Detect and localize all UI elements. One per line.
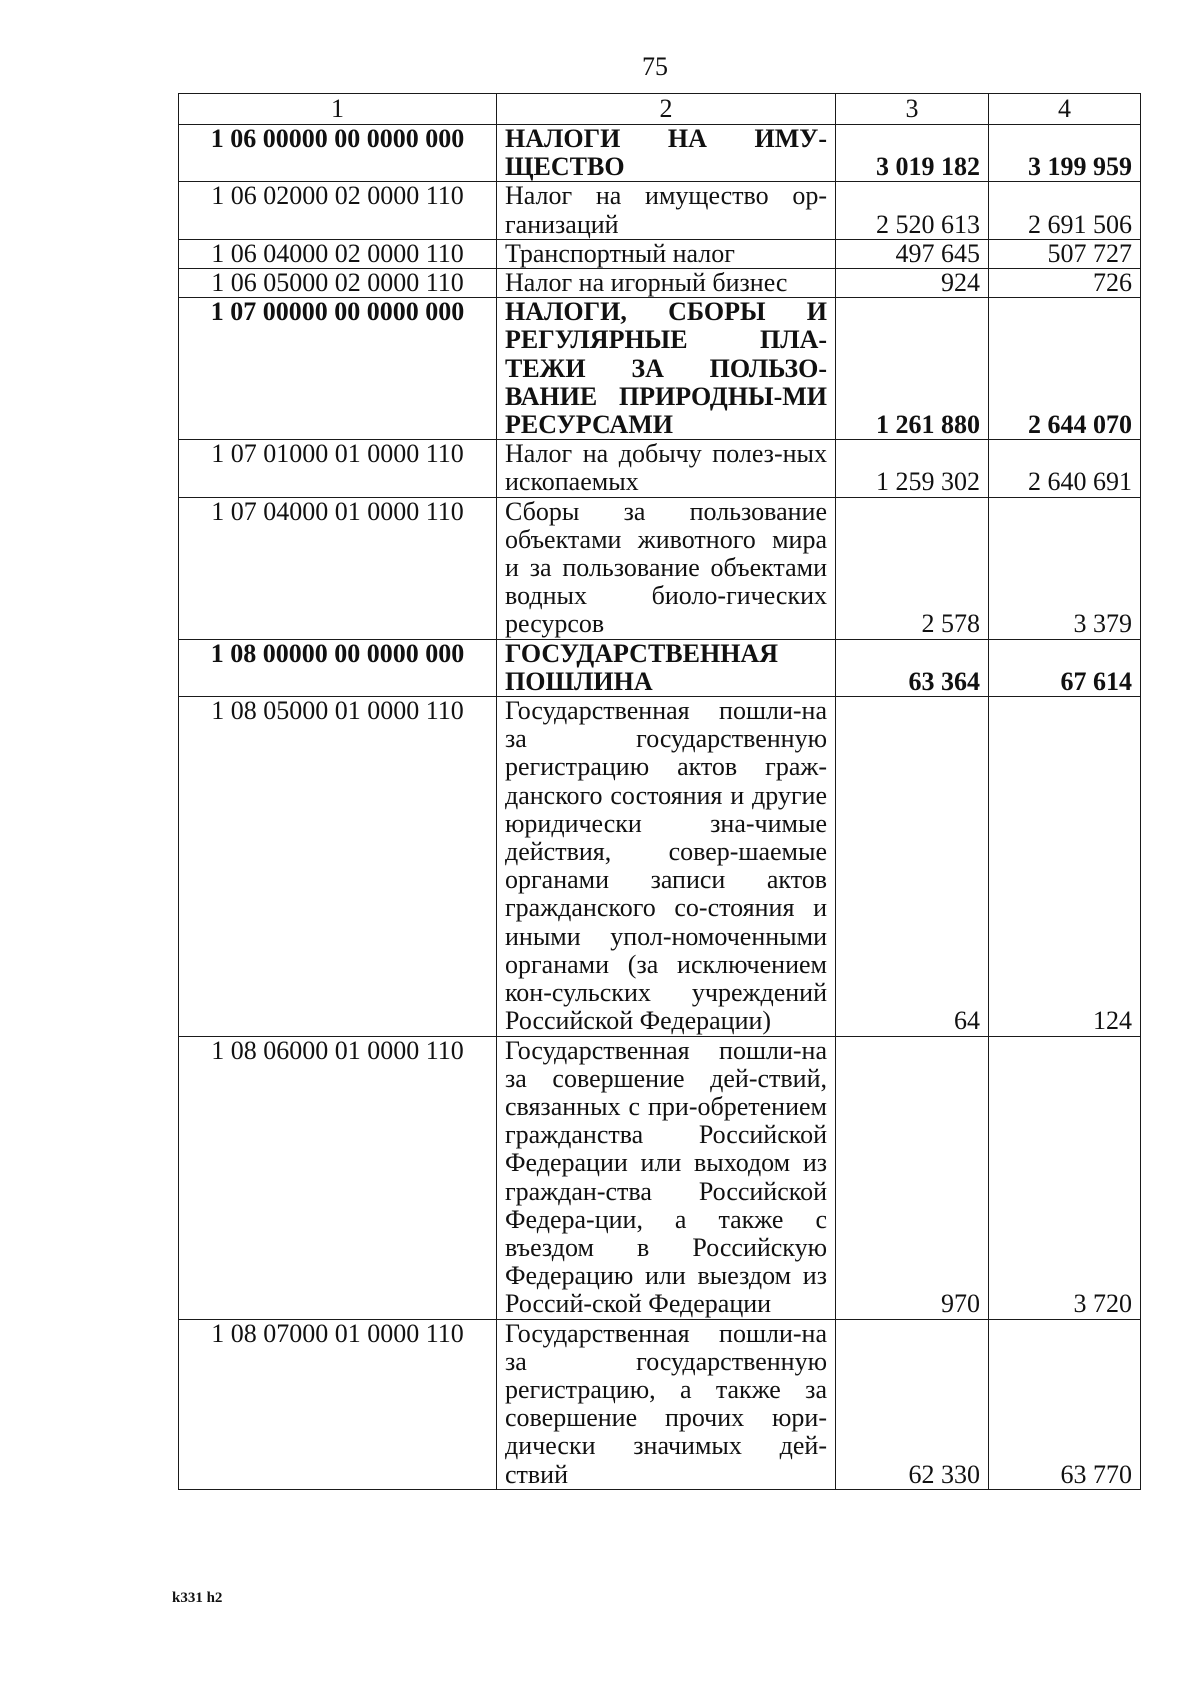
row-name: Налог на имущество ор-ганизаций	[497, 182, 836, 239]
table-row	[179, 639, 1141, 696]
row-value-col3: 2 520 613	[836, 182, 989, 239]
row-code: 1 07 04000 01 0000 110	[179, 497, 497, 639]
row-value-col4: 3 199 959	[989, 125, 1141, 182]
row-value-col4: 507 727	[989, 239, 1141, 268]
table-row	[179, 125, 1141, 182]
row-name: Налог на добычу полез-ных ископаемых	[497, 440, 836, 497]
row-name: НАЛОГИ НА ИМУ-ЩЕСТВО	[497, 125, 836, 182]
row-value-col4: 3 379	[989, 497, 1141, 639]
row-name: Транспортный налог	[497, 239, 836, 268]
row-value-col4: 3 720	[989, 1036, 1141, 1319]
row-code: 1 08 00000 00 0000 000	[179, 639, 497, 696]
row-code: 1 07 01000 01 0000 110	[179, 440, 497, 497]
row-code: 1 08 05000 01 0000 110	[179, 697, 497, 1036]
row-value-col3: 970	[836, 1036, 989, 1319]
table-row	[179, 269, 1141, 298]
row-value-col3: 64	[836, 697, 989, 1036]
row-code: 1 06 02000 02 0000 110	[179, 182, 497, 239]
table-header-row	[179, 94, 1141, 125]
table-row	[179, 1036, 1141, 1319]
row-value-col3: 1 259 302	[836, 440, 989, 497]
row-code: 1 08 07000 01 0000 110	[179, 1319, 497, 1489]
row-code: 1 06 00000 00 0000 000	[179, 125, 497, 182]
row-code: 1 06 05000 02 0000 110	[179, 269, 497, 298]
row-value-col3: 62 330	[836, 1319, 989, 1489]
row-value-col4: 2 644 070	[989, 298, 1141, 440]
footer-code: k331 h2	[172, 1590, 223, 1606]
revenue-table	[178, 93, 1141, 1490]
table-row	[179, 1319, 1141, 1489]
table-row	[179, 697, 1141, 1036]
table-row	[179, 182, 1141, 239]
row-value-col4: 2 691 506	[989, 182, 1141, 239]
row-name: Государственная пошли-на за государственную регистрацию, а также за совершение прочих юри-дически значимых дей-ствий	[497, 1319, 836, 1489]
row-value-col4: 124	[989, 697, 1141, 1036]
row-value-col3: 497 645	[836, 239, 989, 268]
header-col-3: 3	[836, 94, 989, 125]
page-number: 75	[642, 52, 668, 81]
row-code: 1 06 04000 02 0000 110	[179, 239, 497, 268]
header-col-4: 4	[989, 94, 1141, 125]
header-col-1: 1	[179, 94, 497, 125]
row-code: 1 07 00000 00 0000 000	[179, 298, 497, 440]
row-value-col3: 924	[836, 269, 989, 298]
row-name: Налог на игорный бизнес	[497, 269, 836, 298]
row-value-col3: 1 261 880	[836, 298, 989, 440]
row-value-col4: 63 770	[989, 1319, 1141, 1489]
row-code: 1 08 06000 01 0000 110	[179, 1036, 497, 1319]
row-value-col4: 67 614	[989, 639, 1141, 696]
table-row	[179, 298, 1141, 440]
row-name: НАЛОГИ, СБОРЫ И РЕГУЛЯРНЫЕ ПЛА-ТЕЖИ ЗА ПОЛЬЗО-ВАНИЕ ПРИРОДНЫ-МИ РЕСУРСАМИ	[497, 298, 836, 440]
table-row	[179, 440, 1141, 497]
table-row	[179, 497, 1141, 639]
row-value-col4: 2 640 691	[989, 440, 1141, 497]
row-name: ГОСУДАРСТВЕННАЯ ПОШЛИНА	[497, 639, 836, 696]
row-value-col3: 63 364	[836, 639, 989, 696]
row-name: Сборы за пользование объектами животного мира и за пользование объектами водных биоло-гических ресурсов	[497, 497, 836, 639]
table-row	[179, 239, 1141, 268]
row-name: Государственная пошли-на за государственную регистрацию актов граж-данского состояния и другие юридически зна-чимые действия, совер-шаемые органами записи актов гражданского со-стояния и иными упол-номоченными органами (за исключением кон-сульских учреждений Российской Федерации)	[497, 697, 836, 1036]
row-value-col3: 2 578	[836, 497, 989, 639]
row-value-col4: 726	[989, 269, 1141, 298]
row-name: Государственная пошли-на за совершение дей-ствий, связанных с при-обретением гражданства Российской Федерации или выходом из граждан-ства Российской Федера-ции, а также с въездом в Российскую Федерацию или выездом из Россий-ской Федерации	[497, 1036, 836, 1319]
header-col-2: 2	[497, 94, 836, 125]
row-value-col3: 3 019 182	[836, 125, 989, 182]
